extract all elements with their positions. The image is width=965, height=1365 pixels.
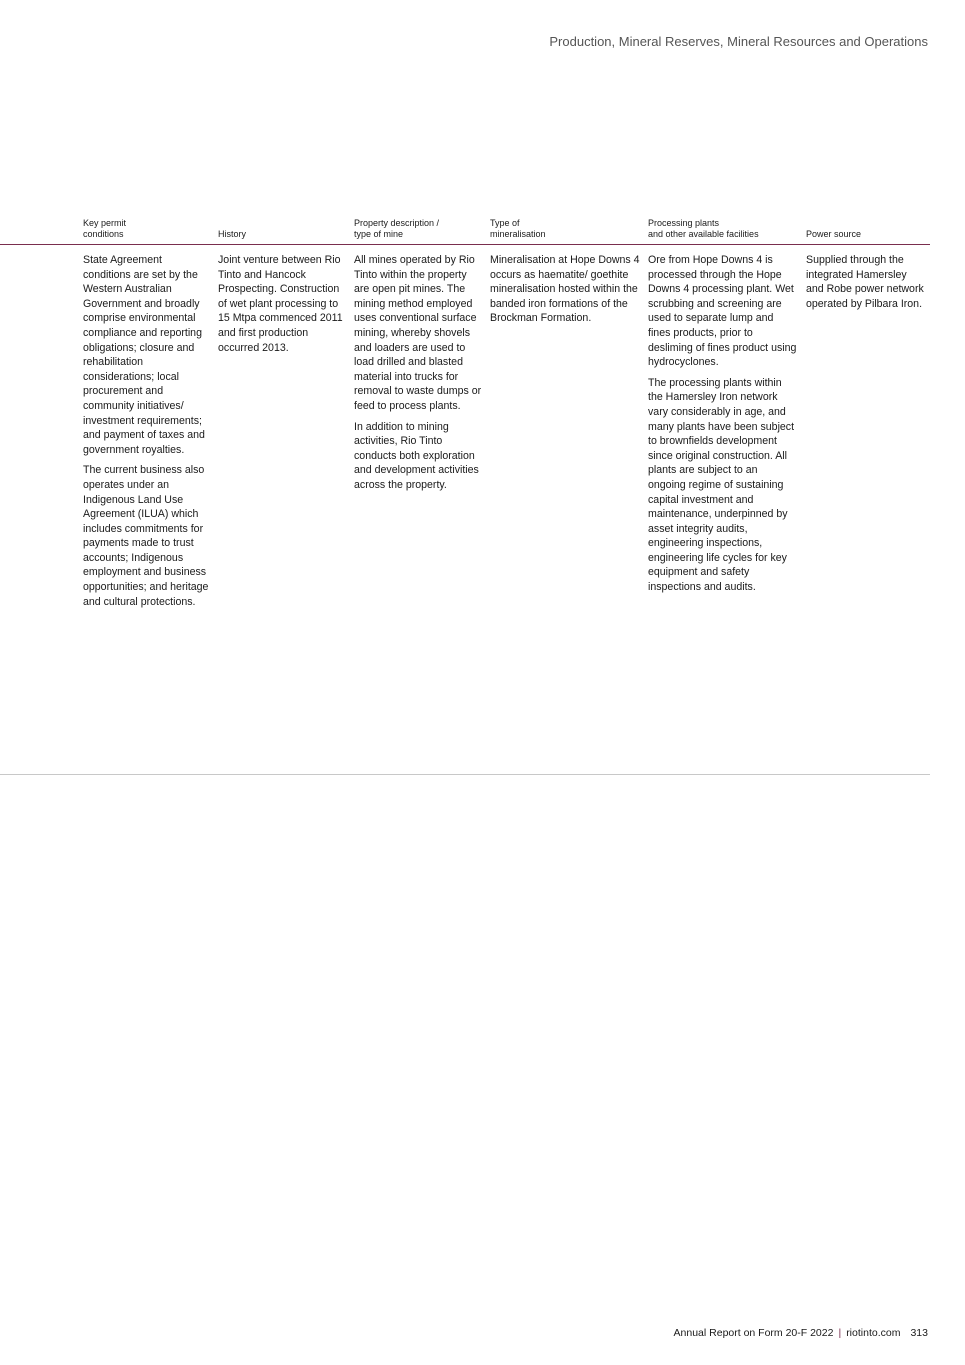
- cell-paragraph: The current business also operates under an Indigenous Land Use Agreement (ILUA) which includes commitments for payments made to trust accounts; Indigenous employment and business opportunities; and heritage and cultural protections.: [83, 464, 209, 608]
- cell-power-source: [806, 253, 924, 317]
- table-row: [0, 245, 930, 775]
- footer-report-name: Annual Report on Form 20-F 2022: [673, 1327, 834, 1339]
- header-type-of-mineralisation: Type of mineralisation: [490, 218, 546, 239]
- header-key-permit-conditions: Key permit conditions: [83, 218, 127, 239]
- cell-paragraph: In addition to mining activities, Rio Tinto conducts both exploration and development activities across the property.: [354, 420, 479, 491]
- cell-paragraph: Ore from Hope Downs 4 is processed through the Hope Downs 4 processing plant. Wet scrubbing and screening are used to separate lump and fines products, prior to desliming of fines product using hydrocyclones.: [648, 254, 797, 369]
- footer-website: riotinto.com: [846, 1327, 901, 1339]
- table-header-row: [0, 216, 930, 245]
- cell-paragraph: All mines operated by Rio Tinto within the property are open pit mines. The mining method employed uses conventional surface mining, whereby shovels and loaders are used to load drilled and blasted material into trucks for removal to waste dumps or feed to process plants.: [354, 254, 482, 412]
- header-power-source: Power source: [806, 229, 862, 239]
- section-title: Production, Mineral Reserves, Mineral Resources and Operations: [549, 34, 928, 49]
- header-processing-plants: Processing plants and other available facilities: [648, 218, 759, 239]
- cell-property-description: [354, 253, 482, 499]
- cell-paragraph: Joint venture between Rio Tinto and Hancock Prospecting. Construction of wet plant processing to 15 Mtpa commenced 2011 and first production occurred 2013.: [218, 254, 343, 354]
- cell-paragraph: State Agreement conditions are set by the Western Australian Government and broadly comprise environmental compliance and reporting obligations; closure and rehabilitation considerations; local procurement and community initiatives/ investment requirements; and payment of taxes and government royalties.: [83, 254, 205, 456]
- cell-key-permit-conditions: [83, 253, 211, 615]
- page-number: 313: [910, 1327, 928, 1339]
- footer-separator: |: [838, 1327, 842, 1339]
- operations-table: [0, 216, 930, 775]
- cell-processing-plants: [648, 253, 798, 601]
- header-history: History: [218, 229, 247, 239]
- cell-history: [218, 253, 348, 361]
- cell-paragraph: Supplied through the integrated Hamersley and Robe power network operated by Pilbara Iron.: [806, 254, 924, 310]
- page-footer: [674, 1327, 928, 1339]
- cell-paragraph: Mineralisation at Hope Downs 4 occurs as haematite/ goethite mineralisation hosted within the banded iron formations of the Brockman Formation.: [490, 254, 640, 325]
- header-property-description: Property description / type of mine: [354, 218, 440, 239]
- table-bottom-rule: [0, 774, 930, 775]
- cell-type-of-mineralisation: [490, 253, 640, 332]
- cell-paragraph: The processing plants within the Hamersley Iron network vary considerably in age, and many plants have been subject to brownfields development since original construction. All plants are subject to an ongoing regime of sustaining capital investment and maintenance, underpinned by asset integrity audits, engineering inspections, engineering life cycles for key equipment and safety inspections and audits.: [648, 376, 795, 594]
